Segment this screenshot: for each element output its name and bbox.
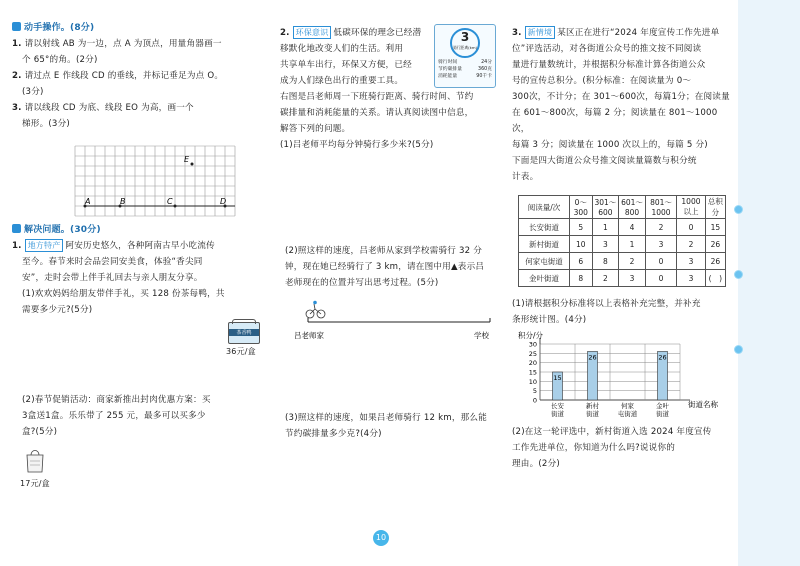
- q1-text-2: 个 65°的角。(2分): [22, 55, 98, 65]
- reading-score-table: [518, 195, 726, 287]
- chart-category-label: 街道: [656, 410, 669, 418]
- price-per-box-2: 17元/盒: [20, 479, 50, 488]
- route-start-label: 吕老师家: [294, 331, 324, 340]
- rq3-text-5: 300次，不计分；在 301～600次，每篇1分；在阅读量: [512, 92, 730, 102]
- table-cell: 8: [592, 253, 619, 270]
- table-cell: 新村街道: [519, 236, 570, 253]
- table-cell: 3: [619, 270, 646, 287]
- q4-part2: [22, 392, 262, 440]
- q2-text: 请过点 E 作线段 CD 的垂线，并标记垂足为点 O。: [24, 71, 224, 81]
- table-header-cell: 1000以上: [677, 196, 705, 219]
- table-cell: 2: [592, 270, 619, 287]
- route-diagram[interactable]: [290, 300, 500, 346]
- carbon-saved-label: 节约碳排量: [438, 67, 462, 72]
- ride-info-card: [434, 24, 496, 88]
- table-row: [519, 270, 726, 287]
- table-header-row: [519, 196, 726, 219]
- middle-column-2: [280, 89, 502, 153]
- table-cell: 1: [619, 236, 646, 253]
- q3-text-2: 梯形。(3分): [22, 119, 70, 129]
- point-c[interactable]: [174, 205, 177, 208]
- chart-category-label: 何家: [621, 402, 634, 410]
- local-specialty-tag: 地方特产: [25, 239, 64, 252]
- margin-dot: [734, 345, 743, 354]
- table-header-cell: 301～600: [592, 196, 619, 219]
- carbon-saved-value: 360克: [478, 67, 492, 72]
- chart-category-label: 屯街道: [617, 410, 638, 418]
- table-cell: 金叶街道: [519, 270, 570, 287]
- q3-text: 请以线段 CD 为底、线段 EO 为高，画一个: [24, 103, 194, 113]
- mq2-text-4: 成为人们绿色出行的重要工具。: [280, 76, 404, 86]
- table-cell: 5: [570, 219, 593, 236]
- chart-category-label: 金叶: [656, 402, 669, 410]
- rq3-sub2-2: 工作先进单位，你知道为什么吗?说说你的: [512, 443, 676, 453]
- q4-text-2: 至今。春节来时会品尝同安美食，体验“香尖同: [22, 257, 203, 267]
- mq2-text-2: 移默化地改变人们的生活。利用: [280, 44, 404, 54]
- q4-sub2: (2)春节促销活动：商家新推出封肉优惠方案：买: [22, 395, 211, 405]
- rq3-text-4: 号的宣传总积分。(积分标准：在阅读量为 0～: [512, 76, 692, 86]
- mq2-text: 低碳环保的理念已经潜: [333, 28, 422, 38]
- rq3-text-6: 在 601～800次，每篇 2 分；阅读量在 801～1000 次，: [512, 108, 718, 134]
- chart-y-tick: 0: [532, 396, 537, 405]
- mq2-text-6: 碳排量和消耗能量的关系。请认真阅读图中信息，: [280, 108, 474, 118]
- rq3-sub1-block: [512, 296, 734, 328]
- table-row: [519, 253, 726, 270]
- label-a: A: [85, 197, 91, 206]
- table-cell: 2: [677, 236, 705, 253]
- duck-box-icon: [228, 322, 260, 344]
- chart-category-label: 街道: [551, 410, 564, 418]
- duck-box-label: 茶香鸭: [229, 329, 259, 336]
- point-e[interactable]: [191, 163, 194, 166]
- q4-number: 1.: [12, 241, 22, 251]
- middle-column-4: [285, 410, 507, 442]
- rq3-text: 某区正在进行“2024 年度宣传工作先进单: [557, 28, 720, 38]
- q4-text-3: 安”，走时会带上伴手礼回去与亲人朋友分享。: [22, 273, 203, 283]
- table-cell: 2: [619, 253, 646, 270]
- section-a-title: 动手操作。(8分): [24, 23, 95, 33]
- table-cell: 4: [619, 219, 646, 236]
- chart-x-label: 街道名称: [688, 400, 718, 409]
- table-cell: 3: [645, 236, 676, 253]
- label-e: E: [184, 155, 190, 164]
- q3-number: 3.: [12, 103, 22, 113]
- rq3-text-2: 位”评选活动，对各街道公众号的推文按不同阅读: [512, 44, 702, 54]
- route-end-label: 学校: [474, 331, 489, 340]
- table-header-cell: 601～800: [619, 196, 646, 219]
- left-column-lower: [12, 222, 262, 318]
- chart-y-tick: 20: [528, 359, 537, 368]
- table-cell: 0: [645, 270, 676, 287]
- q4-sub2-2: 3盒送1盒。乐乐带了 255 元，最多可以买多少: [22, 411, 206, 421]
- eco-awareness-tag: 环保意识: [293, 26, 332, 39]
- chart-category-label: 街道: [586, 410, 599, 418]
- rq3-text-8: 下面是四大街道公众号推文阅读量篇数与积分统: [512, 156, 697, 166]
- rq3-sub1-2: 条形统计图。(4分): [512, 315, 587, 325]
- rq3-text-3: 量进行量数统计，并根据积分标准计算各街道公众: [512, 60, 706, 70]
- square-grid[interactable]: [70, 140, 250, 220]
- table-row: [519, 236, 726, 253]
- chart-y-tick: 5: [532, 387, 537, 396]
- q4-sub1: (1)欢欢妈妈给朋友带伴手礼，买 128 份茶每鸭，共: [22, 289, 225, 299]
- mq2-sub3: (3)照这样的速度，如果吕老师骑行 12 km，那么能: [285, 413, 488, 423]
- rq3-sub2-block: [512, 424, 734, 472]
- ride-time-label: 骑行时间: [438, 60, 458, 65]
- margin-dot: [734, 270, 743, 279]
- mq2-number: 2.: [280, 28, 290, 38]
- table-cell: 6: [570, 253, 593, 270]
- chart-y-label: 积分/分: [518, 331, 544, 340]
- chart-bar-label: 26: [658, 353, 667, 362]
- q4-text: 阿安历史悠久，各种阿南古早小吃流传: [65, 241, 215, 251]
- table-header-cell: 阅读量/次: [519, 196, 570, 219]
- margin-dot: [734, 205, 743, 214]
- mq2-text-5: 右图是吕老师周一下班骑行距离、骑行时间、节约: [280, 92, 474, 102]
- right-column: [512, 25, 734, 185]
- rq3-number: 3.: [512, 28, 522, 38]
- rq3-sub1: (1)请根据积分标准将以上表格补充完整，并补充: [512, 299, 701, 309]
- table-cell: 15: [705, 219, 725, 236]
- label-b: B: [120, 197, 126, 206]
- gift-bag-icon: [24, 447, 46, 473]
- ride-distance-value: 3: [460, 30, 470, 44]
- rq3-text-7: 每篇 3 分；阅读量在 1000 次以上的，每篇 5 分): [512, 140, 708, 150]
- q2-text-2: (3分): [22, 87, 44, 97]
- rq3-sub2-3: 理由。(2分): [512, 459, 560, 469]
- table-header-cell: 总积分: [705, 196, 725, 219]
- table-cell: 2: [645, 219, 676, 236]
- rq3-text-9: 计表。: [512, 172, 539, 182]
- label-d: D: [220, 197, 227, 206]
- ride-distance-label: 骑行距离(km): [452, 45, 478, 50]
- chart-category-label: 新村: [586, 402, 599, 410]
- middle-column-3: [285, 243, 507, 291]
- table-cell: 10: [570, 236, 593, 253]
- table-header-cell: 0～300: [570, 196, 593, 219]
- score-bar-chart: [518, 330, 730, 422]
- table-header-cell: 801～1000: [645, 196, 676, 219]
- table-cell: 3: [677, 253, 705, 270]
- left-column: [12, 20, 262, 132]
- mq2-text-3: 共享单车出行，环保又方便，已经: [280, 60, 412, 70]
- price-per-box-1: 36元/盒: [226, 347, 256, 356]
- cyclist-icon: [306, 301, 325, 318]
- table-cell: 8: [570, 270, 593, 287]
- table-cell[interactable]: 3: [677, 270, 705, 287]
- q1-number: 1.: [12, 39, 22, 49]
- table-cell: 1: [592, 219, 619, 236]
- chart-bar-label: 26: [588, 353, 597, 362]
- table-cell: 3: [592, 236, 619, 253]
- energy-value: 90千卡: [476, 74, 492, 79]
- table-cell: 0: [645, 253, 676, 270]
- page-side-band: [738, 0, 800, 566]
- ride-time-value: 24分: [481, 60, 492, 65]
- q4-sub1-2: 需要多少元?(5分): [22, 305, 93, 315]
- new-context-tag: 新情境: [525, 26, 556, 39]
- mq2-sub2-2: 钟，现在她已经骑行了 3 km，请在图中用▲表示吕: [285, 262, 485, 272]
- section-a-icon: [12, 22, 21, 31]
- table-cell: 26: [705, 253, 725, 270]
- section-b-icon: [12, 224, 21, 233]
- table-cell: 0: [677, 219, 705, 236]
- table-cell: 26: [705, 236, 725, 253]
- rq3-sub2: (2)在这一轮评选中，新村街道入选 2024 年度宣传: [512, 427, 712, 437]
- chart-y-tick: 30: [528, 340, 537, 349]
- chart-y-tick: 25: [528, 349, 537, 358]
- mq2-sub2-3: 老师现在的位置并写出思考过程。(5分): [285, 278, 439, 288]
- q1-text: 请以射线 AB 为一边，点 A 为顶点，用量角器画一: [24, 39, 222, 49]
- mq2-sub1: (1)吕老师平均每分钟骑行多少米?(5分): [280, 140, 434, 150]
- label-c: C: [167, 197, 173, 206]
- chart-category-label: 长安: [551, 402, 564, 410]
- answer-blank-cell[interactable]: ( ): [705, 270, 725, 287]
- chart-bar-label: 15: [553, 374, 562, 382]
- mq2-text-7: 解答下列的问题。: [280, 124, 351, 134]
- section-b-title: 解决问题。(30分): [24, 225, 101, 235]
- table-cell: 何家屯街道: [519, 253, 570, 270]
- chart-y-tick: 15: [528, 368, 537, 377]
- energy-label: 消耗能量: [438, 74, 458, 79]
- chart-y-tick: 10: [528, 377, 537, 386]
- page-number: 10: [373, 530, 389, 546]
- table-row: [519, 219, 726, 236]
- mq2-sub3-2: 节约碳排量多少克?(4分): [285, 429, 382, 439]
- table-cell: 长安街道: [519, 219, 570, 236]
- q2-number: 2.: [12, 71, 22, 81]
- q4-sub2-3: 盒?(5分): [22, 427, 58, 437]
- mq2-sub2: (2)照这样的速度，吕老师从家到学校需骑行 32 分: [285, 246, 483, 256]
